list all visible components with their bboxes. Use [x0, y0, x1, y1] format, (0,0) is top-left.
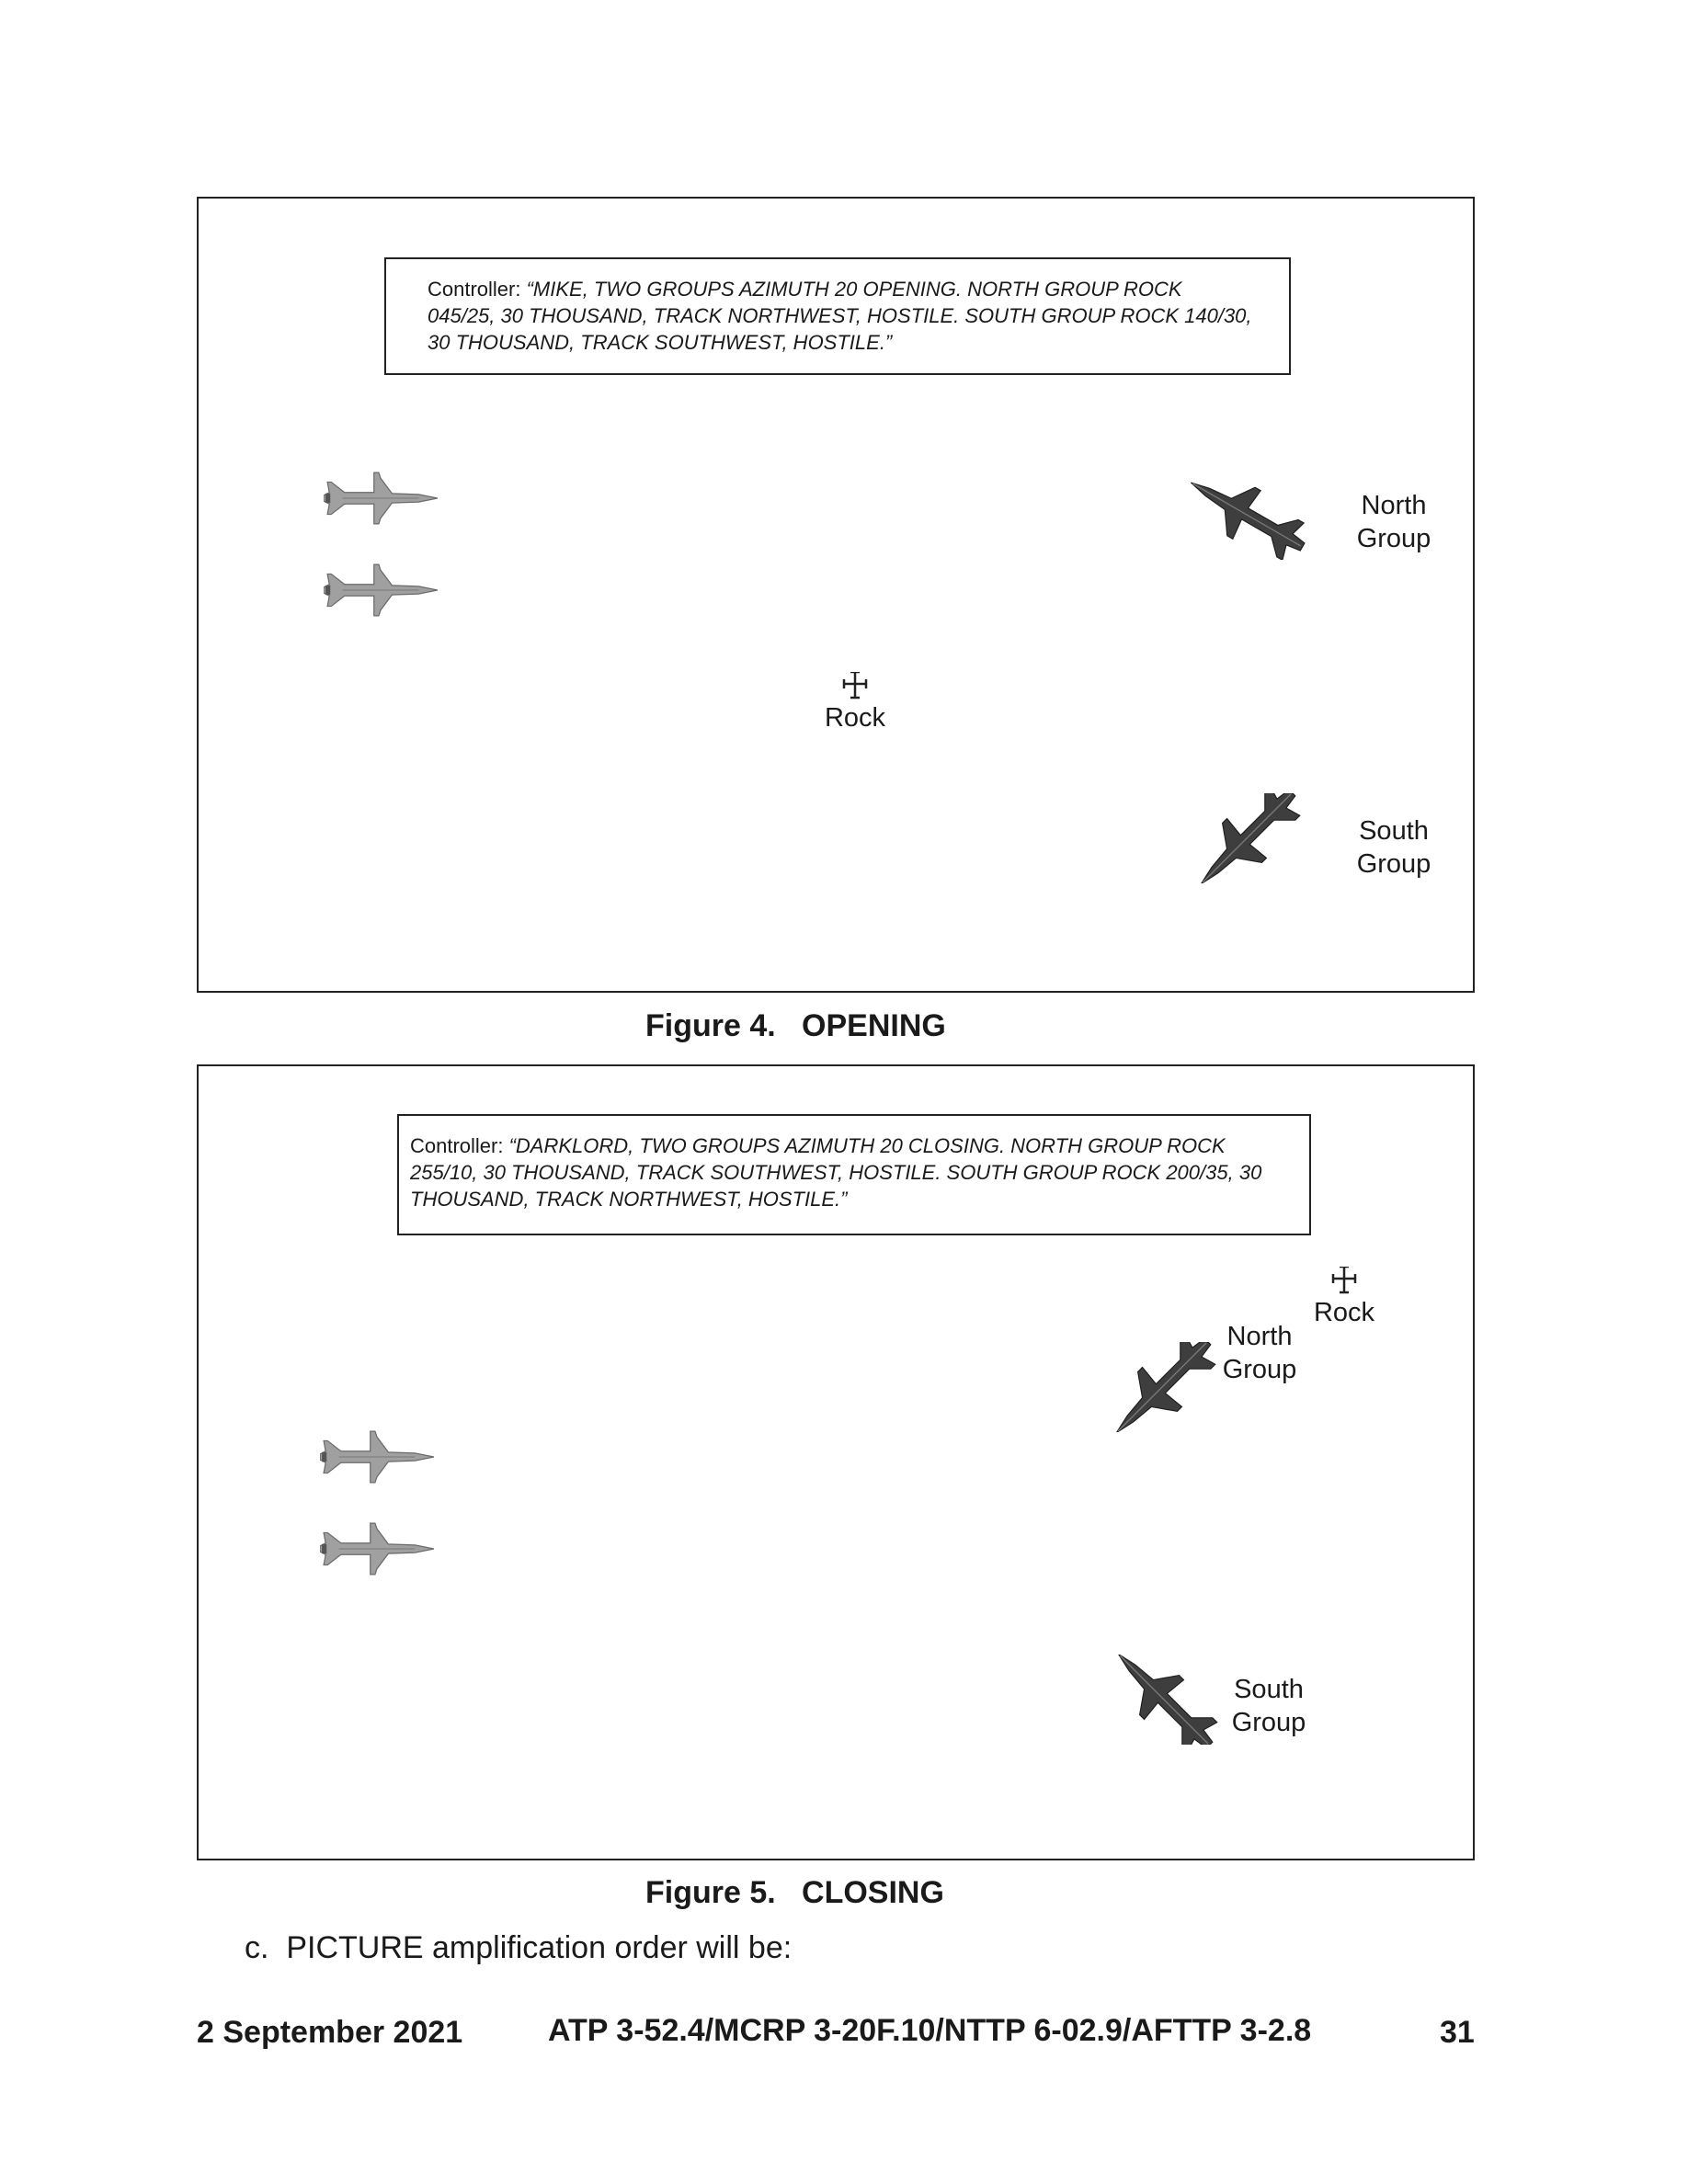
controller-transmission: “MIKE, TWO GROUPS AZIMUTH 20 OPENING. NORTH GROUP ROCK 045/25, 30 THOUSAND, TRACK NORTHWEST, HOSTILE. SOUTH GROUP ROCK 140/30, 30 THOUSAND, TRACK SOUTHWEST, HOSTILE.”: [428, 278, 1252, 354]
controller-label: Controller:: [428, 278, 527, 301]
south-group-label: South Group: [1356, 816, 1431, 879]
friendly-aircraft-icon: [324, 549, 438, 631]
footer-publication-id: ATP 3-52.4/MCRP 3-20F.10/NTTP 6-02.9/AFTTP 3-2.8: [548, 2013, 1312, 2048]
hostile-aircraft-icon: [1182, 793, 1311, 883]
hostile-aircraft-icon: [1182, 470, 1311, 560]
friendly-aircraft-icon: [324, 457, 438, 540]
figure-5-caption: Figure 5. CLOSING: [645, 1875, 944, 1910]
hostile-aircraft-icon: [1100, 1655, 1228, 1745]
footer-page-number: 31: [1440, 2015, 1475, 2050]
controller-transmission: “DARKLORD, TWO GROUPS AZIMUTH 20 CLOSING. NORTH GROUP ROCK 255/10, 30 THOUSAND, TRACK SOUTHWEST, HOSTILE. SOUTH GROUP ROCK 200/35, 30 THOUSAND, TRACK NORTHWEST, HOSTILE.”: [410, 1134, 1262, 1211]
rock-label: Rock: [1313, 1298, 1375, 1327]
controller-transmission-box: [397, 1114, 1311, 1235]
controller-transmission-box: [384, 257, 1291, 375]
body-paragraph: c. PICTURE amplification order will be:: [245, 1930, 793, 1965]
footer-date: 2 September 2021: [197, 2015, 463, 2050]
figure-4-caption: Figure 4. OPENING: [645, 1008, 946, 1043]
rock-bullseye-icon: [1331, 1267, 1357, 1294]
rock-label: Rock: [824, 703, 886, 733]
south-group-label: South Group: [1231, 1675, 1306, 1737]
friendly-aircraft-icon: [320, 1507, 434, 1590]
north-group-label: North Group: [1356, 491, 1431, 553]
controller-label: Controller:: [410, 1134, 509, 1157]
friendly-aircraft-icon: [320, 1416, 434, 1498]
north-group-label: North Group: [1222, 1322, 1297, 1384]
rock-bullseye-icon: [842, 672, 868, 700]
figure-4-diagram: [197, 197, 1475, 993]
figure-5-diagram: [197, 1064, 1475, 1860]
